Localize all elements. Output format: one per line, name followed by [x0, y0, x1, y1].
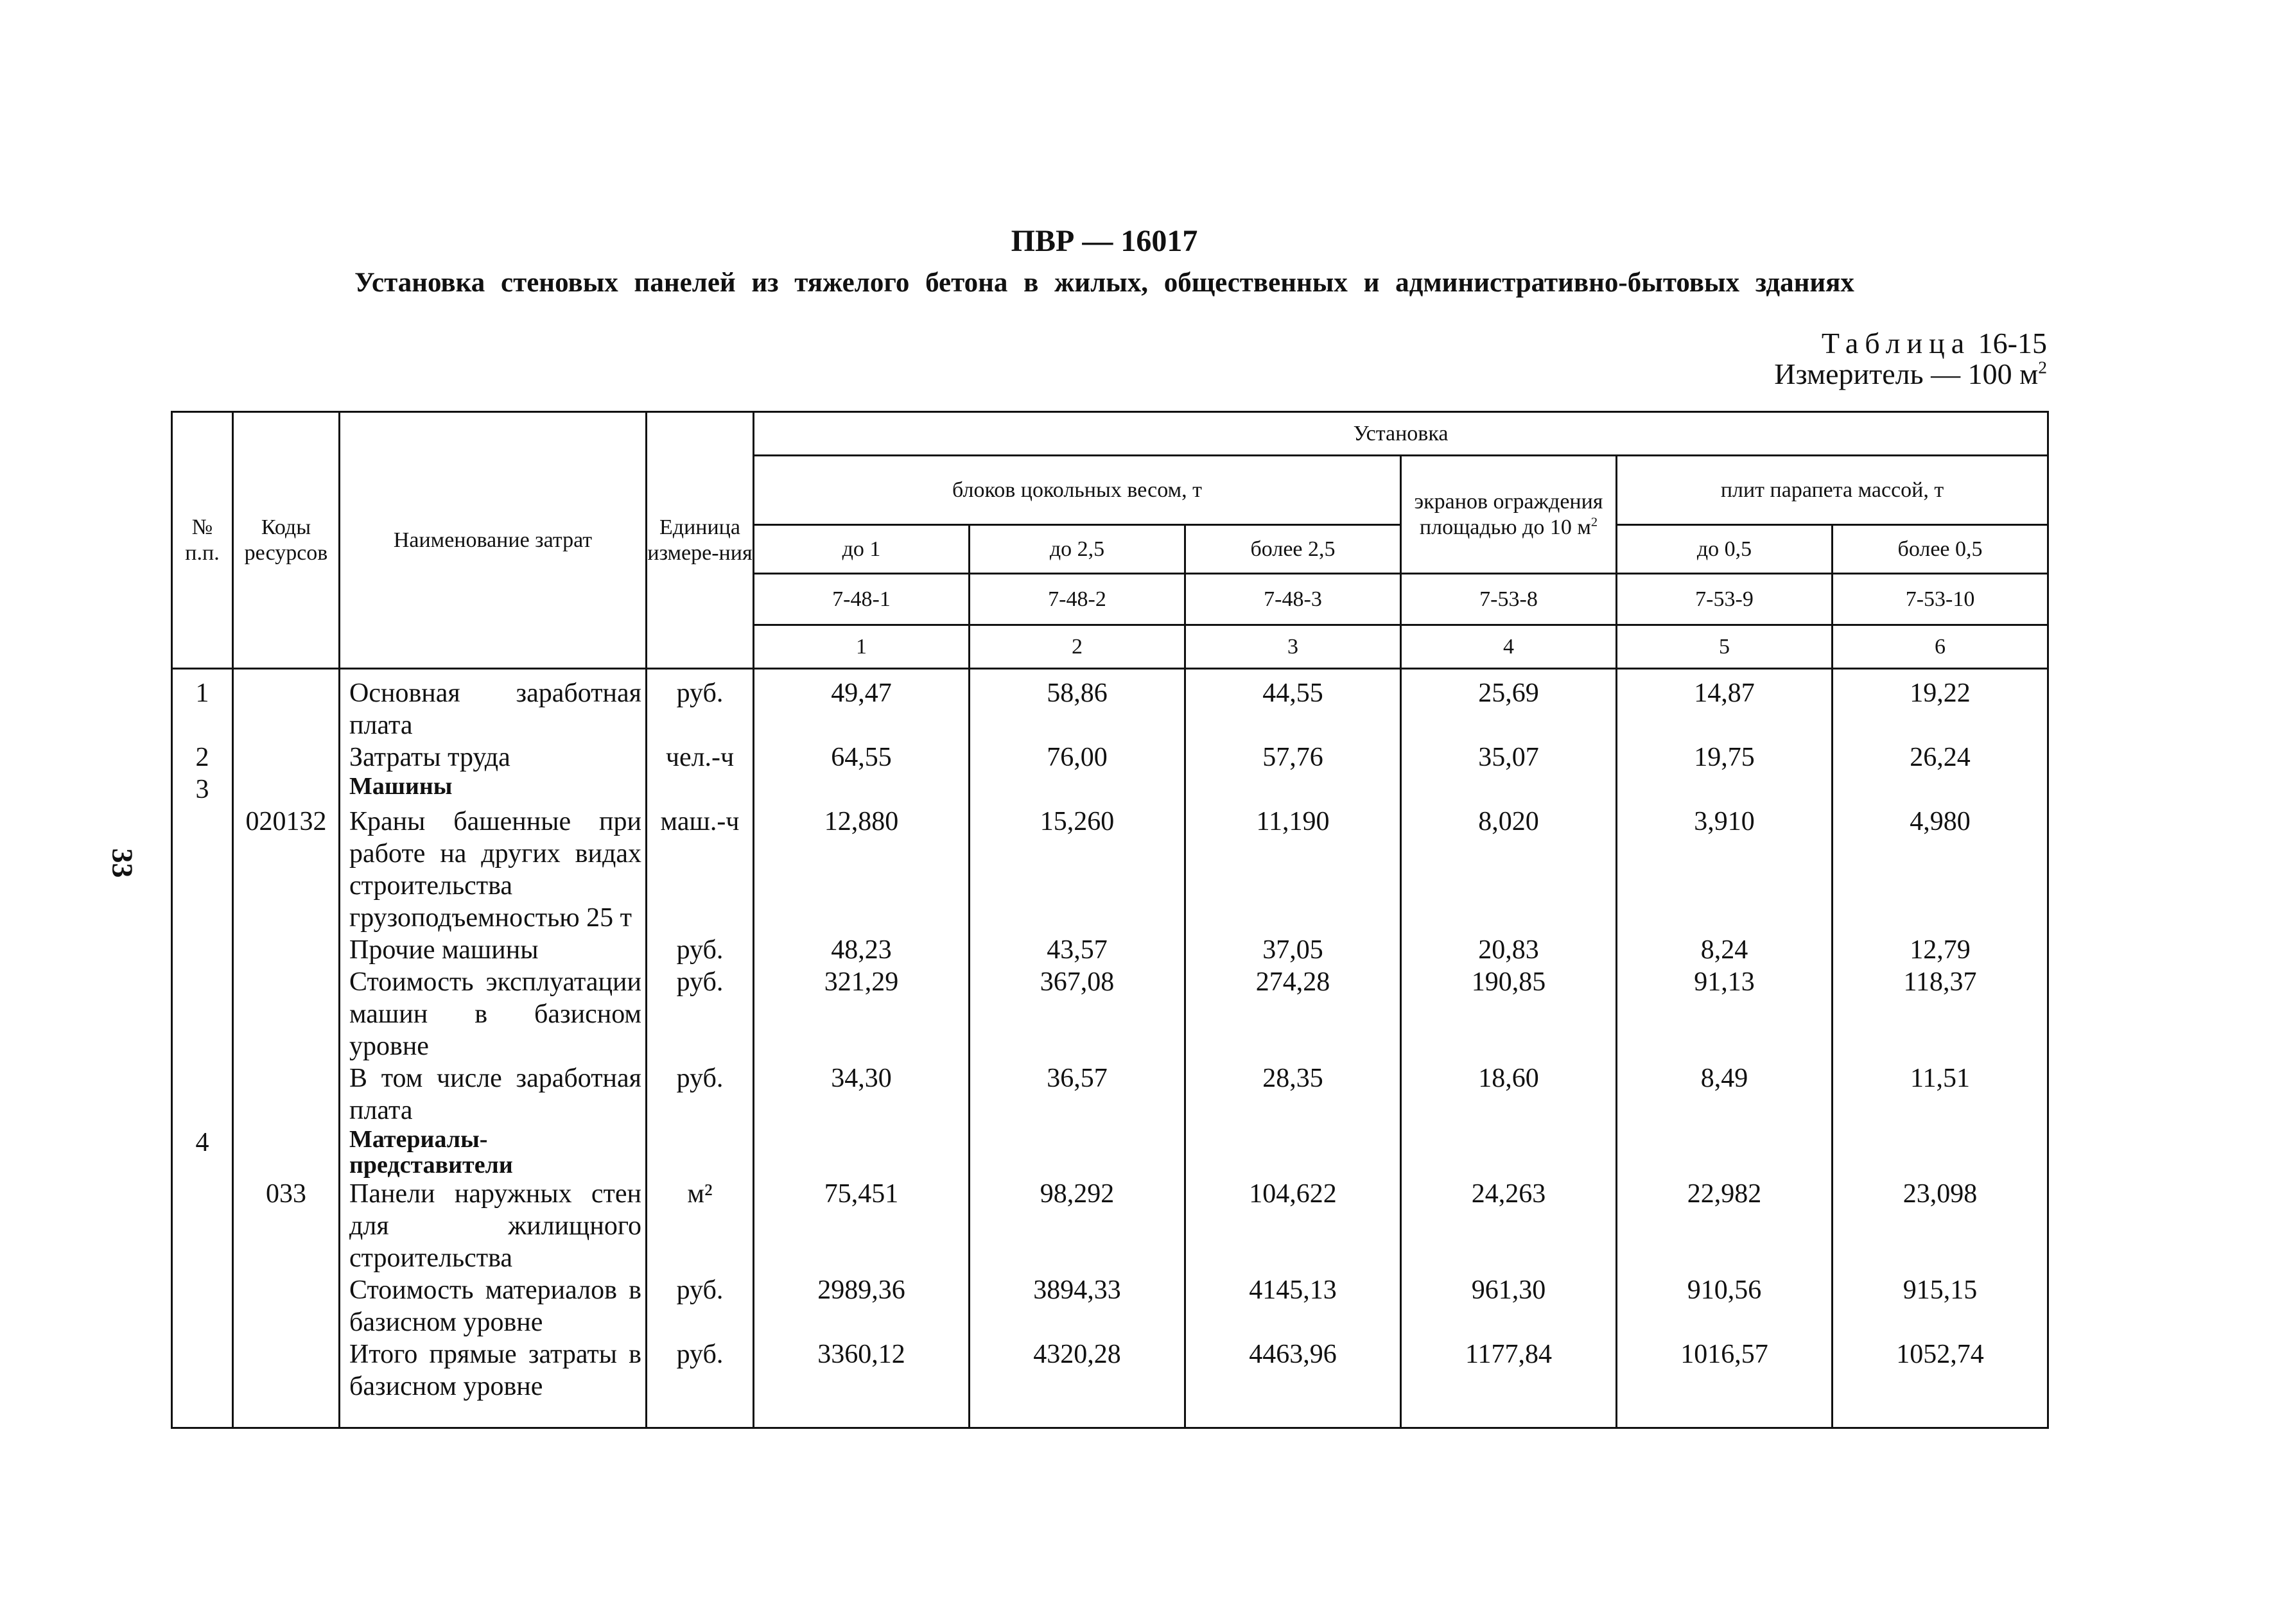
table-row [172, 1338, 2048, 1428]
row-number [172, 966, 233, 1062]
table-header [172, 412, 2048, 669]
row-cost-name: Краны башенные при работе на других видах строительства грузоподъемностью 25 т [340, 806, 647, 934]
row-value: 3,910 [1617, 806, 1833, 934]
header-index: 4 [1401, 625, 1617, 669]
row-value: 22,982 [1617, 1178, 1833, 1274]
row-value: 44,55 [1185, 669, 1401, 742]
row-cost-name: Основная заработная плата [340, 669, 647, 742]
row-number [172, 1178, 233, 1274]
header-code-cell: 7-53-8 [1401, 574, 1617, 625]
row-value [1185, 773, 1401, 806]
row-value: 34,30 [754, 1062, 970, 1127]
row-value: 19,75 [1617, 741, 1833, 773]
table-row [172, 1178, 2048, 1274]
header-index: 6 [1833, 625, 2048, 669]
header-name: Наименование затрат [340, 412, 647, 669]
row-value: 4,980 [1833, 806, 2048, 934]
measure-label [1774, 357, 2047, 391]
row-resource-code [233, 934, 340, 966]
row-resource-code [233, 773, 340, 806]
row-value: 37,05 [1185, 934, 1401, 966]
row-value: 8,49 [1617, 1062, 1833, 1127]
row-value: 2989,36 [754, 1274, 970, 1338]
row-value: 4320,28 [970, 1338, 1185, 1428]
row-unit [647, 1127, 754, 1178]
row-value [754, 773, 970, 806]
row-value: 3894,33 [970, 1274, 1185, 1338]
header-code: Коды ресурсов [233, 412, 340, 669]
row-value [1833, 1127, 2048, 1178]
row-value: 3360,12 [754, 1338, 970, 1428]
table-body [172, 669, 2048, 1428]
row-number [172, 1062, 233, 1127]
row-cost-name: Стоимость эксплуатации машин в базисном уровне [340, 966, 647, 1062]
row-value: 64,55 [754, 741, 970, 773]
row-value [1833, 773, 2048, 806]
header-group-screens-exp: 2 [1590, 515, 1598, 530]
table-label-word: Таблица [1821, 327, 1971, 359]
row-cost-name: Затраты труда [340, 741, 647, 773]
header-code-cell: 7-53-10 [1833, 574, 2048, 625]
table-row [172, 669, 2048, 742]
row-unit: руб. [647, 1338, 754, 1428]
row-value: 75,451 [754, 1178, 970, 1274]
row-value: 15,260 [970, 806, 1185, 934]
row-number: 4 [172, 1127, 233, 1178]
row-value: 49,47 [754, 669, 970, 742]
header-sub: до 0,5 [1617, 525, 1833, 574]
row-value [970, 773, 1185, 806]
header-code-cell: 7-48-1 [754, 574, 970, 625]
row-value: 25,69 [1401, 669, 1617, 742]
row-value: 4145,13 [1185, 1274, 1401, 1338]
row-value: 12,79 [1833, 934, 2048, 966]
row-value [970, 1127, 1185, 1178]
row-number: 1 [172, 669, 233, 742]
header-code-cell: 7-53-9 [1617, 574, 1833, 625]
row-number [172, 1338, 233, 1428]
row-unit: м² [647, 1178, 754, 1274]
norms-table [171, 411, 2049, 1429]
row-value: 11,190 [1185, 806, 1401, 934]
header-sub: до 1 [754, 525, 970, 574]
row-value: 43,57 [970, 934, 1185, 966]
page-number: 33 [106, 848, 139, 878]
row-value: 190,85 [1401, 966, 1617, 1062]
row-value: 36,57 [970, 1062, 1185, 1127]
table-row [172, 966, 2048, 1062]
row-value: 274,28 [1185, 966, 1401, 1062]
table-row [172, 934, 2048, 966]
row-value: 91,13 [1617, 966, 1833, 1062]
row-value: 961,30 [1401, 1274, 1617, 1338]
row-value: 19,22 [1833, 669, 2048, 742]
header-unit: Единица измере-ния [647, 412, 754, 669]
row-unit: руб. [647, 966, 754, 1062]
table-label [1822, 326, 2047, 360]
row-cost-name: Итого прямые затраты в базисном уровне [340, 1338, 647, 1428]
row-unit: руб. [647, 669, 754, 742]
row-value: 24,263 [1401, 1178, 1617, 1274]
row-value: 26,24 [1833, 741, 2048, 773]
header-group-screens-text: экранов ограждения площадью до 10 м [1414, 490, 1603, 539]
row-value: 18,60 [1401, 1062, 1617, 1127]
header-group-slabs: плит парапета массой, т [1617, 456, 2048, 525]
row-number: 2 [172, 741, 233, 773]
header-index: 2 [970, 625, 1185, 669]
table-row [172, 741, 2048, 773]
row-value: 57,76 [1185, 741, 1401, 773]
row-value: 8,24 [1617, 934, 1833, 966]
row-value: 915,15 [1833, 1274, 2048, 1338]
row-value: 20,83 [1401, 934, 1617, 966]
row-resource-code: 033 [233, 1178, 340, 1274]
row-value: 1016,57 [1617, 1338, 1833, 1428]
header-group-blocks: блоков цокольных весом, т [754, 456, 1401, 525]
table-row [172, 1062, 2048, 1127]
row-value: 104,622 [1185, 1178, 1401, 1274]
document-title: Установка стеновых панелей из тяжелого бетона в жилых, общественных и административно-бытовых зданиях [354, 268, 1854, 298]
row-value: 4463,96 [1185, 1338, 1401, 1428]
row-resource-code: 020132 [233, 806, 340, 934]
row-number [172, 934, 233, 966]
row-resource-code [233, 1062, 340, 1127]
row-value: 23,098 [1833, 1178, 2048, 1274]
row-cost-name: Материалы-представители [340, 1127, 647, 1178]
row-value [754, 1127, 970, 1178]
row-value: 48,23 [754, 934, 970, 966]
header-num: № п.п. [172, 412, 233, 669]
row-unit: руб. [647, 934, 754, 966]
row-value: 118,37 [1833, 966, 2048, 1062]
row-unit [647, 773, 754, 806]
header-sub: более 2,5 [1185, 525, 1401, 574]
row-value: 8,020 [1401, 806, 1617, 934]
row-value [1617, 773, 1833, 806]
row-resource-code [233, 1274, 340, 1338]
row-value: 367,08 [970, 966, 1185, 1062]
row-resource-code [233, 1338, 340, 1428]
row-value [1401, 773, 1617, 806]
row-unit: маш.-ч [647, 806, 754, 934]
row-value: 910,56 [1617, 1274, 1833, 1338]
row-resource-code [233, 669, 340, 742]
row-value: 1177,84 [1401, 1338, 1617, 1428]
table-row [172, 773, 2048, 806]
row-unit: руб. [647, 1062, 754, 1127]
header-sub: до 2,5 [970, 525, 1185, 574]
header-index: 5 [1617, 625, 1833, 669]
row-resource-code [233, 1127, 340, 1178]
row-resource-code [233, 966, 340, 1062]
header-index: 3 [1185, 625, 1401, 669]
row-cost-name: Машины [340, 773, 647, 806]
row-unit: чел.-ч [647, 741, 754, 773]
row-number [172, 1274, 233, 1338]
table-label-number: 16-15 [1978, 327, 2047, 359]
row-cost-name: Прочие машины [340, 934, 647, 966]
row-value: 12,880 [754, 806, 970, 934]
header-sub: более 0,5 [1833, 525, 2048, 574]
row-value: 11,51 [1833, 1062, 2048, 1127]
row-cost-name: Стоимость материалов в базисном уровне [340, 1274, 647, 1338]
measure-unit-exp: 2 [2038, 357, 2047, 377]
row-value: 98,292 [970, 1178, 1185, 1274]
row-value: 76,00 [970, 741, 1185, 773]
table-row [172, 1274, 2048, 1338]
row-unit: руб. [647, 1274, 754, 1338]
header-index: 1 [754, 625, 970, 669]
table-row [172, 1127, 2048, 1178]
header-group-main: Установка [754, 412, 2048, 456]
row-value: 1052,74 [1833, 1338, 2048, 1428]
header-group-screens [1401, 456, 1617, 574]
document-code: ПВР — 16017 [1011, 224, 1198, 258]
measure-label-text: Измеритель — 100 м [1774, 358, 2039, 390]
row-cost-name: В том числе заработная плата [340, 1062, 647, 1127]
row-value: 35,07 [1401, 741, 1617, 773]
row-value [1185, 1127, 1401, 1178]
row-value: 28,35 [1185, 1062, 1401, 1127]
row-cost-name: Панели наружных стен для жилищного строительства [340, 1178, 647, 1274]
row-value: 321,29 [754, 966, 970, 1062]
row-value: 14,87 [1617, 669, 1833, 742]
header-code-cell: 7-48-3 [1185, 574, 1401, 625]
row-value [1401, 1127, 1617, 1178]
row-number [172, 806, 233, 934]
header-code-cell: 7-48-2 [970, 574, 1185, 625]
table-row [172, 806, 2048, 934]
row-value: 58,86 [970, 669, 1185, 742]
row-value [1617, 1127, 1833, 1178]
row-resource-code [233, 741, 340, 773]
row-number: 3 [172, 773, 233, 806]
